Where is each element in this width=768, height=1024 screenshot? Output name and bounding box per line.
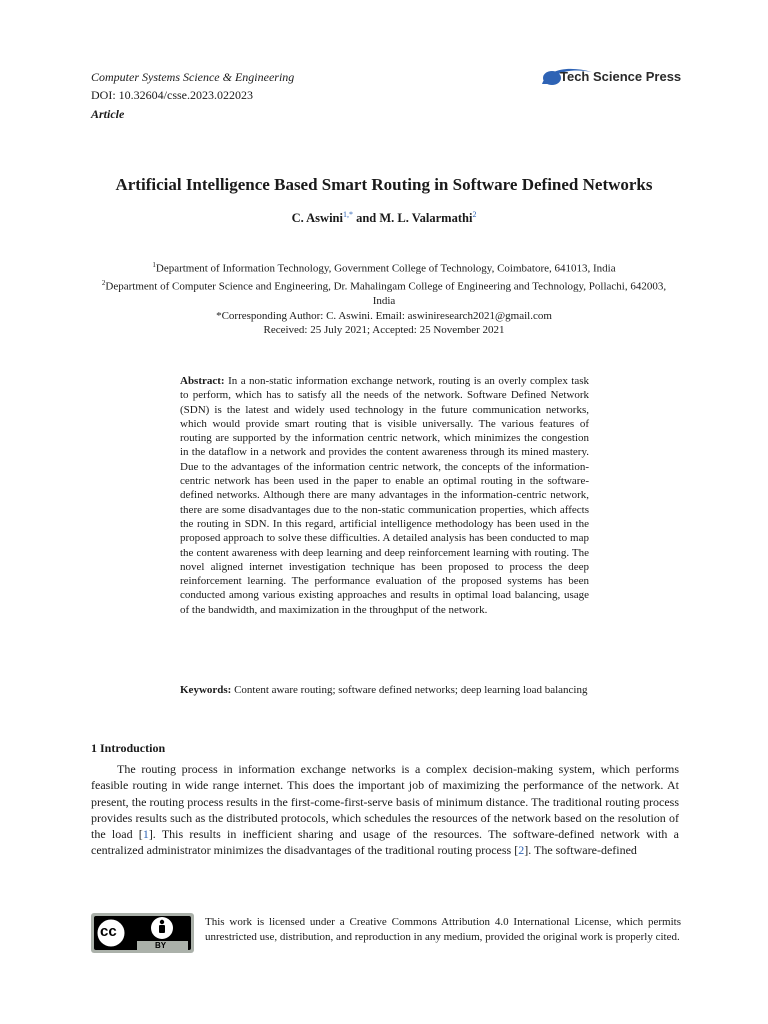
abstract-text: In a non-static information exchange network, routing is an overly complex task to perform, which has to satisfy all the needs of the network. Software Defined Network (SDN) is the latest and widely used technology in the future communication networks, which would provide smart routing that is visible universally. The various features of routing are supported by the information centric network, which minimizes the congestion in the dataflow in a network and provides the content awareness through its mined mastery. Due to the advantages of the information centric network, the concepts of the information-centric network has been used in the paper to enable an optimal routing in the software-defined networks. Although there are many advantages in the information-centric network, there are some disadvantages due to the non-static communication properties, which affects the routing in SDN. In this regard, artificial intelligence methodology has been used in the proposed approach to solve these difficulties. A detailed analysis has been conducted to map the content awareness with deep learning and deep reinforcement learning with routing. The novel aligned internet investigation technique has been proposed to process the deep reinforcement learning. The performance evaluation of the proposed systems has been conducted among various existing approaches and results in optimal load balancing, usage of the bandwidth, and maximization in the throughput of the network. [180,375,589,616]
dates: Received: 25 July 2021; Accepted: 25 November 2021 [263,324,505,337]
affiliation-1: $^1$Department of Information Technology, Government College of Technology, Coimbatore, 641013, India [152,261,616,275]
license-text: This work is licensed under a Creative Commons Attribution 4.0 International License, which permits unrestricted use, distribution, and reproduction in any medium, provided the original work is properly cited. [205,916,681,943]
affiliation-2: $^2$Department of Computer Science and Engineering, Dr. Mahalingam College of Engineering and Technology, Pollachi, 642003, India [101,279,667,308]
cc-glyph: cc [100,923,117,940]
reference-link-1[interactable]: 1 [142,827,149,842]
author-join: and [352,211,380,226]
corresponding-author: *Corresponding Author: C. Aswini. Email: aswiniresearch2021@gmail.com [216,309,552,322]
license-badge[interactable] [91,913,194,953]
affiliations [100,258,668,338]
paper-title: Artificial Intelligence Based Smart Routing in Software Defined Networks [115,175,653,194]
publisher-name: Tech Science Press [560,69,682,84]
section-heading-introduction: 1 Introduction [91,741,166,755]
keywords-label: Keywords: [180,684,232,696]
authors [0,210,768,226]
journal-name: Computer Systems Science & Engineering [91,70,295,84]
by-glyph: BY [155,941,167,950]
publisher-logo[interactable] [540,64,682,92]
author-1-affil-link[interactable]: 1,* [342,210,353,219]
reference-link-2[interactable]: 2 [518,843,525,858]
author-2-affil-link[interactable]: 2 [472,210,477,219]
author-2: M. L. Valarmathi [379,211,473,226]
introduction-body [91,761,679,859]
abstract-label: Abstract: [180,375,225,387]
keywords [180,683,600,698]
abstract [180,374,589,617]
doi[interactable]: DOI: 10.32604/csse.2023.022023 [91,88,253,102]
intro-paragraph: The routing process in information exchange networks is a complex decision-making system, which performs feasible routing in wide range internet. This does the important job of maximizing the performance of the network. At present, the routing process results in the first-come-first-serve basis of minimum distance. The traditional routing process provides results such as the distributed protocols, which schedules the resources of the network based on the resolution of the load [1]. This results in inefficient sharing and usage of the resources. The software-defined network with a centralized administrator minimizes the disadvantages of the traditional routing process [2]. The software-defined [91,762,679,858]
author-1: C. Aswini [291,211,343,226]
keywords-text: Content aware routing; software defined networks; deep learning load balancing [231,684,588,696]
article-type: Article [91,107,125,121]
